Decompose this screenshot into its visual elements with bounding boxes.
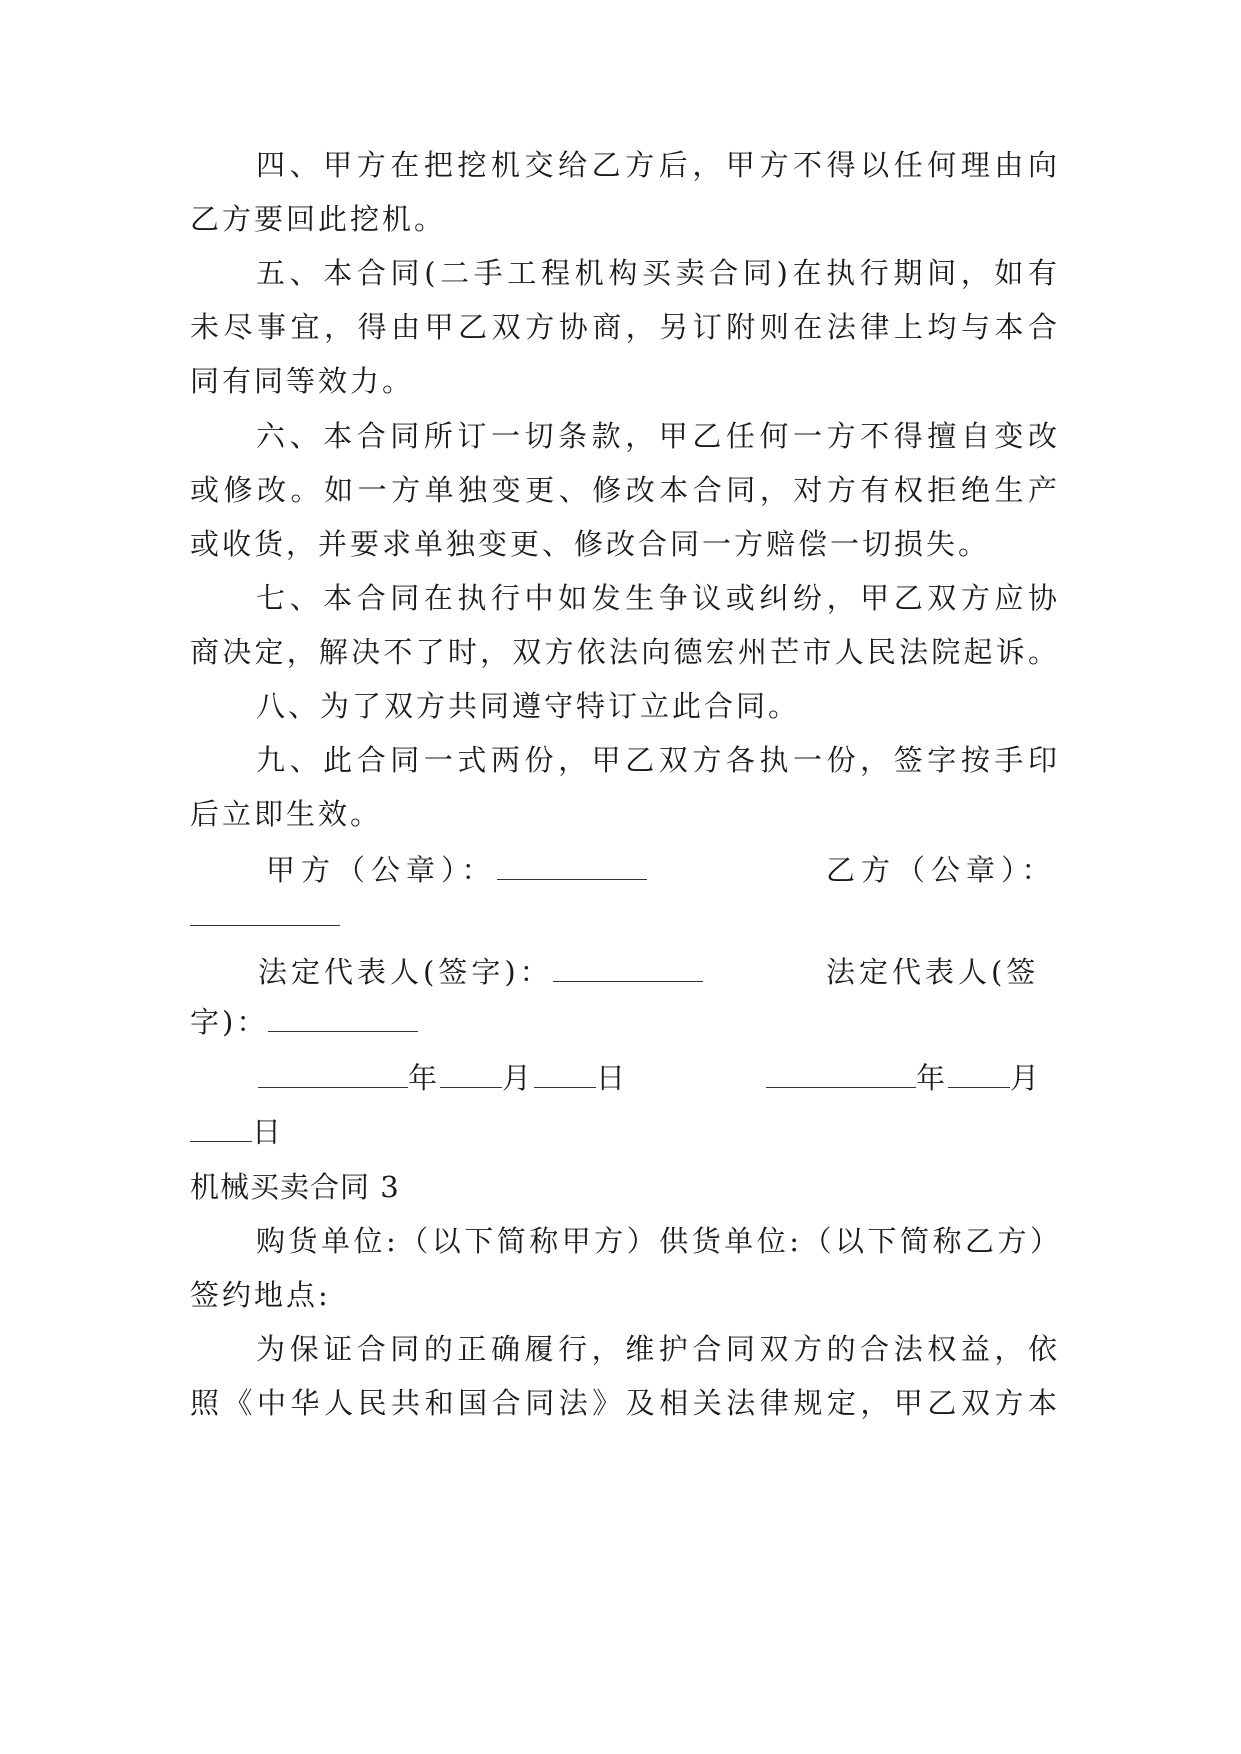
date-b-year-label: 年 — [916, 1061, 949, 1095]
party-b-seal-blank — [190, 899, 340, 926]
party-a-seal-label: 甲方（公章）： — [266, 853, 497, 887]
date-b-year-blank — [766, 1061, 916, 1088]
clause-6-line-1: 六、本合同所订一切条款，甲乙任何一方不得擅自变改 — [256, 419, 1060, 453]
date-a-month-blank — [440, 1061, 502, 1088]
clause-5-line-3: 同有同等效力。 — [190, 364, 415, 398]
clause-9-line-1: 九、此合同一式两份，甲乙双方各执一份，签字按手印 — [256, 743, 1060, 777]
legal-rep-a-row — [258, 952, 703, 992]
party-b-seal-row — [190, 896, 340, 936]
clause-9-line-2: 后立即生效。 — [190, 797, 383, 831]
party-b-seal-label: 乙方（公章）： — [826, 853, 1057, 887]
clause-6-line-3: 或收货，并要求单独变更、修改合同一方赔偿一切损失。 — [190, 527, 991, 561]
date-b-day-label: 日 — [252, 1115, 285, 1149]
date-b-row — [766, 1058, 1042, 1098]
clause-7-line-2: 商决定，解决不了时，双方依法向德宏州芒市人民法院起诉。 — [190, 635, 1060, 669]
clause-7-line-1: 七、本合同在执行中如发生争议或纠纷，甲乙双方应协 — [256, 581, 1060, 615]
date-b-day-blank — [190, 1115, 252, 1142]
date-b-month-blank — [948, 1061, 1010, 1088]
date-a-row — [258, 1058, 628, 1098]
legal-rep-a-blank — [553, 955, 703, 982]
date-a-day-blank — [534, 1061, 596, 1088]
legal-rep-b-label-part1: 法定代表人(签 — [826, 955, 1040, 989]
clause-5-line-1: 五、本合同(二手工程机构买卖合同)在执行期间，如有 — [256, 256, 1060, 290]
clause-5-line-2: 未尽事宜，得由甲乙双方协商，另订附则在法律上均与本合 — [190, 310, 1060, 344]
contract-3-intro-line-2: 照《中华人民共和国合同法》及相关法律规定，甲乙双方本 — [190, 1386, 1060, 1420]
contract-3-intro-line-1: 为保证合同的正确履行，维护合同双方的合法权益，依 — [256, 1332, 1060, 1366]
clause-8-line-1: 八、为了双方共同遵守特订立此合同。 — [256, 689, 801, 723]
date-a-year-blank — [258, 1061, 408, 1088]
party-a-seal-row — [266, 850, 647, 890]
clause-6-line-2: 或修改。如一方单独变更、修改本合同，对方有权拒绝生产 — [190, 473, 1060, 507]
clause-4-line-1: 四、甲方在把挖机交给乙方后，甲方不得以任何理由向 — [256, 148, 1060, 182]
date-b-day-row — [190, 1112, 284, 1152]
date-a-year-label: 年 — [408, 1061, 441, 1095]
legal-rep-b-blank — [268, 1005, 418, 1032]
legal-rep-a-label: 法定代表人(签字)： — [258, 955, 553, 989]
contract-3-title: 机械买卖合同 3 — [190, 1170, 400, 1204]
clause-4-line-2: 乙方要回此挖机。 — [190, 202, 447, 236]
date-b-month-label: 月 — [1010, 1061, 1043, 1095]
date-a-month-label: 月 — [502, 1061, 535, 1095]
party-a-seal-blank — [497, 853, 647, 880]
legal-rep-b-label-part2: 字)： — [190, 1005, 269, 1039]
contract-3-parties-line-2: 签约地点: — [190, 1278, 331, 1312]
legal-rep-b-row — [190, 1002, 418, 1042]
contract-3-parties-line-1: 购货单位:（以下简称甲方）供货单位:（以下简称乙方） — [256, 1224, 1060, 1258]
date-a-day-label: 日 — [596, 1061, 629, 1095]
